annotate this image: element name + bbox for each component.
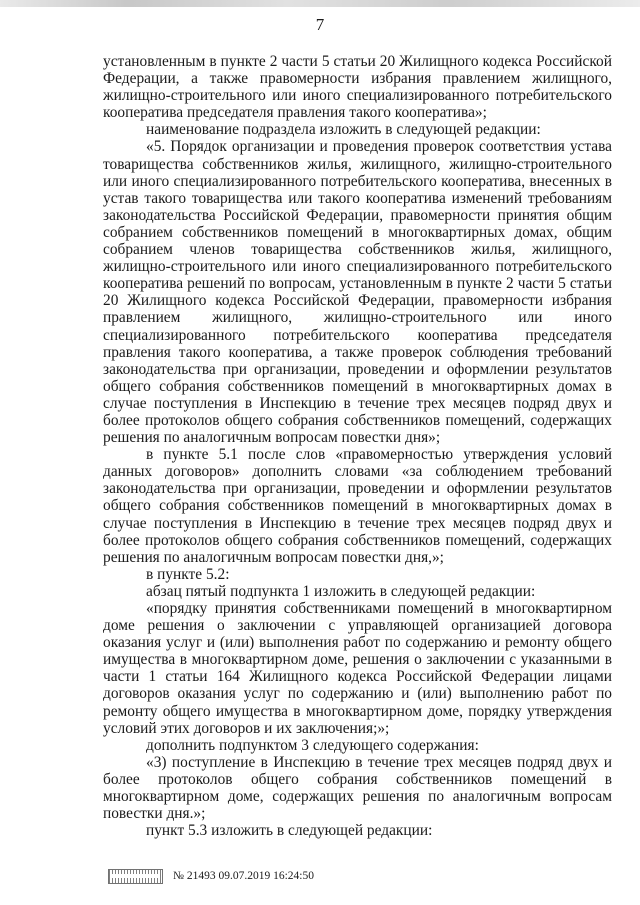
scan-top-edge [0,0,640,7]
paragraph: установленным в пункте 2 части 5 статьи 20 Жилищного кодекса Российской Федерации, а также правомерности избрания правлением жилищного, жилищно-строительного или иного специализированного потребительского кооператива председателя правления такого кооператива»; [103,53,612,122]
registration-number: № 21493 09.07.2019 16:24:50 [173,870,314,882]
registration-footer [108,867,314,885]
paragraph: в пункте 5.2: [146,565,230,583]
paragraph: наименование подраздела изложить в следующей редакции: [146,121,541,139]
paragraph: «5. Порядок организации и проведения проверок соответствия устава товарищества собственников жилья, жилищного, жилищно-строительного или иного специализированного потребительского кооператива, внесенных в устав такого товарищества или такого кооператива изменений требованиям законодательства Российской Федерации, правомерности принятия общим собранием собственников помещений в многоквартирных домах, общим собранием членов товарищества собственников жилья, жилищного, жилищно-строительного или иного специализированного потребительского кооператива решений по вопросам, установленным в пункте 2 части 5 статьи 20 Жилищного кодекса Российской Федерации, правомерности избрания правлением жилищного, жилищно-строительного или иного специализированного потребительского кооператива председателя правления такого кооператива, а также проверок соблюдения требований законодательства при организации, проведении и оформлении результатов общего собрания собственников помещений в многоквартирных домах в случае поступления в Инспекцию в течение трех месяцев подряд двух и более протоколов общего собрания собственников помещений, содержащих решения по аналогичным вопросам повестки дня»; [103,138,612,447]
document-body [103,53,612,839]
paragraph: в пункте 5.1 после слов «правомерностью утверждения условий данных договоров» дополнить словами «за соблюдением требований законодательства при организации, проведении и оформлении результатов общего собрания собственников помещений в многоквартирных домах в случае поступления в Инспекцию в течение трех месяцев подряд двух и более протоколов общего собрания собственников помещений, содержащих решения по аналогичным вопросам повестки дня,»; [103,446,612,566]
registry-stamp-icon [108,869,163,884]
paragraph: «3) поступление в Инспекцию в течение трех месяцев подряд двух и более протоколов общего собрания собственников помещений в многоквартирном доме, содержащих решения по аналогичным вопросам повестки дня.»; [103,753,612,823]
page-number: 7 [315,15,325,34]
paragraph: пункт 5.3 изложить в следующей редакции: [146,822,433,840]
paragraph: «порядку принятия собственниками помещений в многоквартирном доме решения о заключении с управляющей организацией договора оказания услуг и (или) выполнения работ по содержанию и ремонту общего имущества в многоквартирном доме, решения о заключении с указанными в части 1 статьи 164 Жилищного кодекса Российской Федерации лицами договоров оказания услуг по содержанию и (или) выполнению работ по ремонту общего имущества в многоквартирном доме, порядку утверждения условий этих договоров и их заключения;»; [103,600,612,737]
paragraph: абзац пятый подпункта 1 изложить в следующей редакции: [146,582,536,600]
paragraph: дополнить подпунктом 3 следующего содержания: [146,736,479,754]
